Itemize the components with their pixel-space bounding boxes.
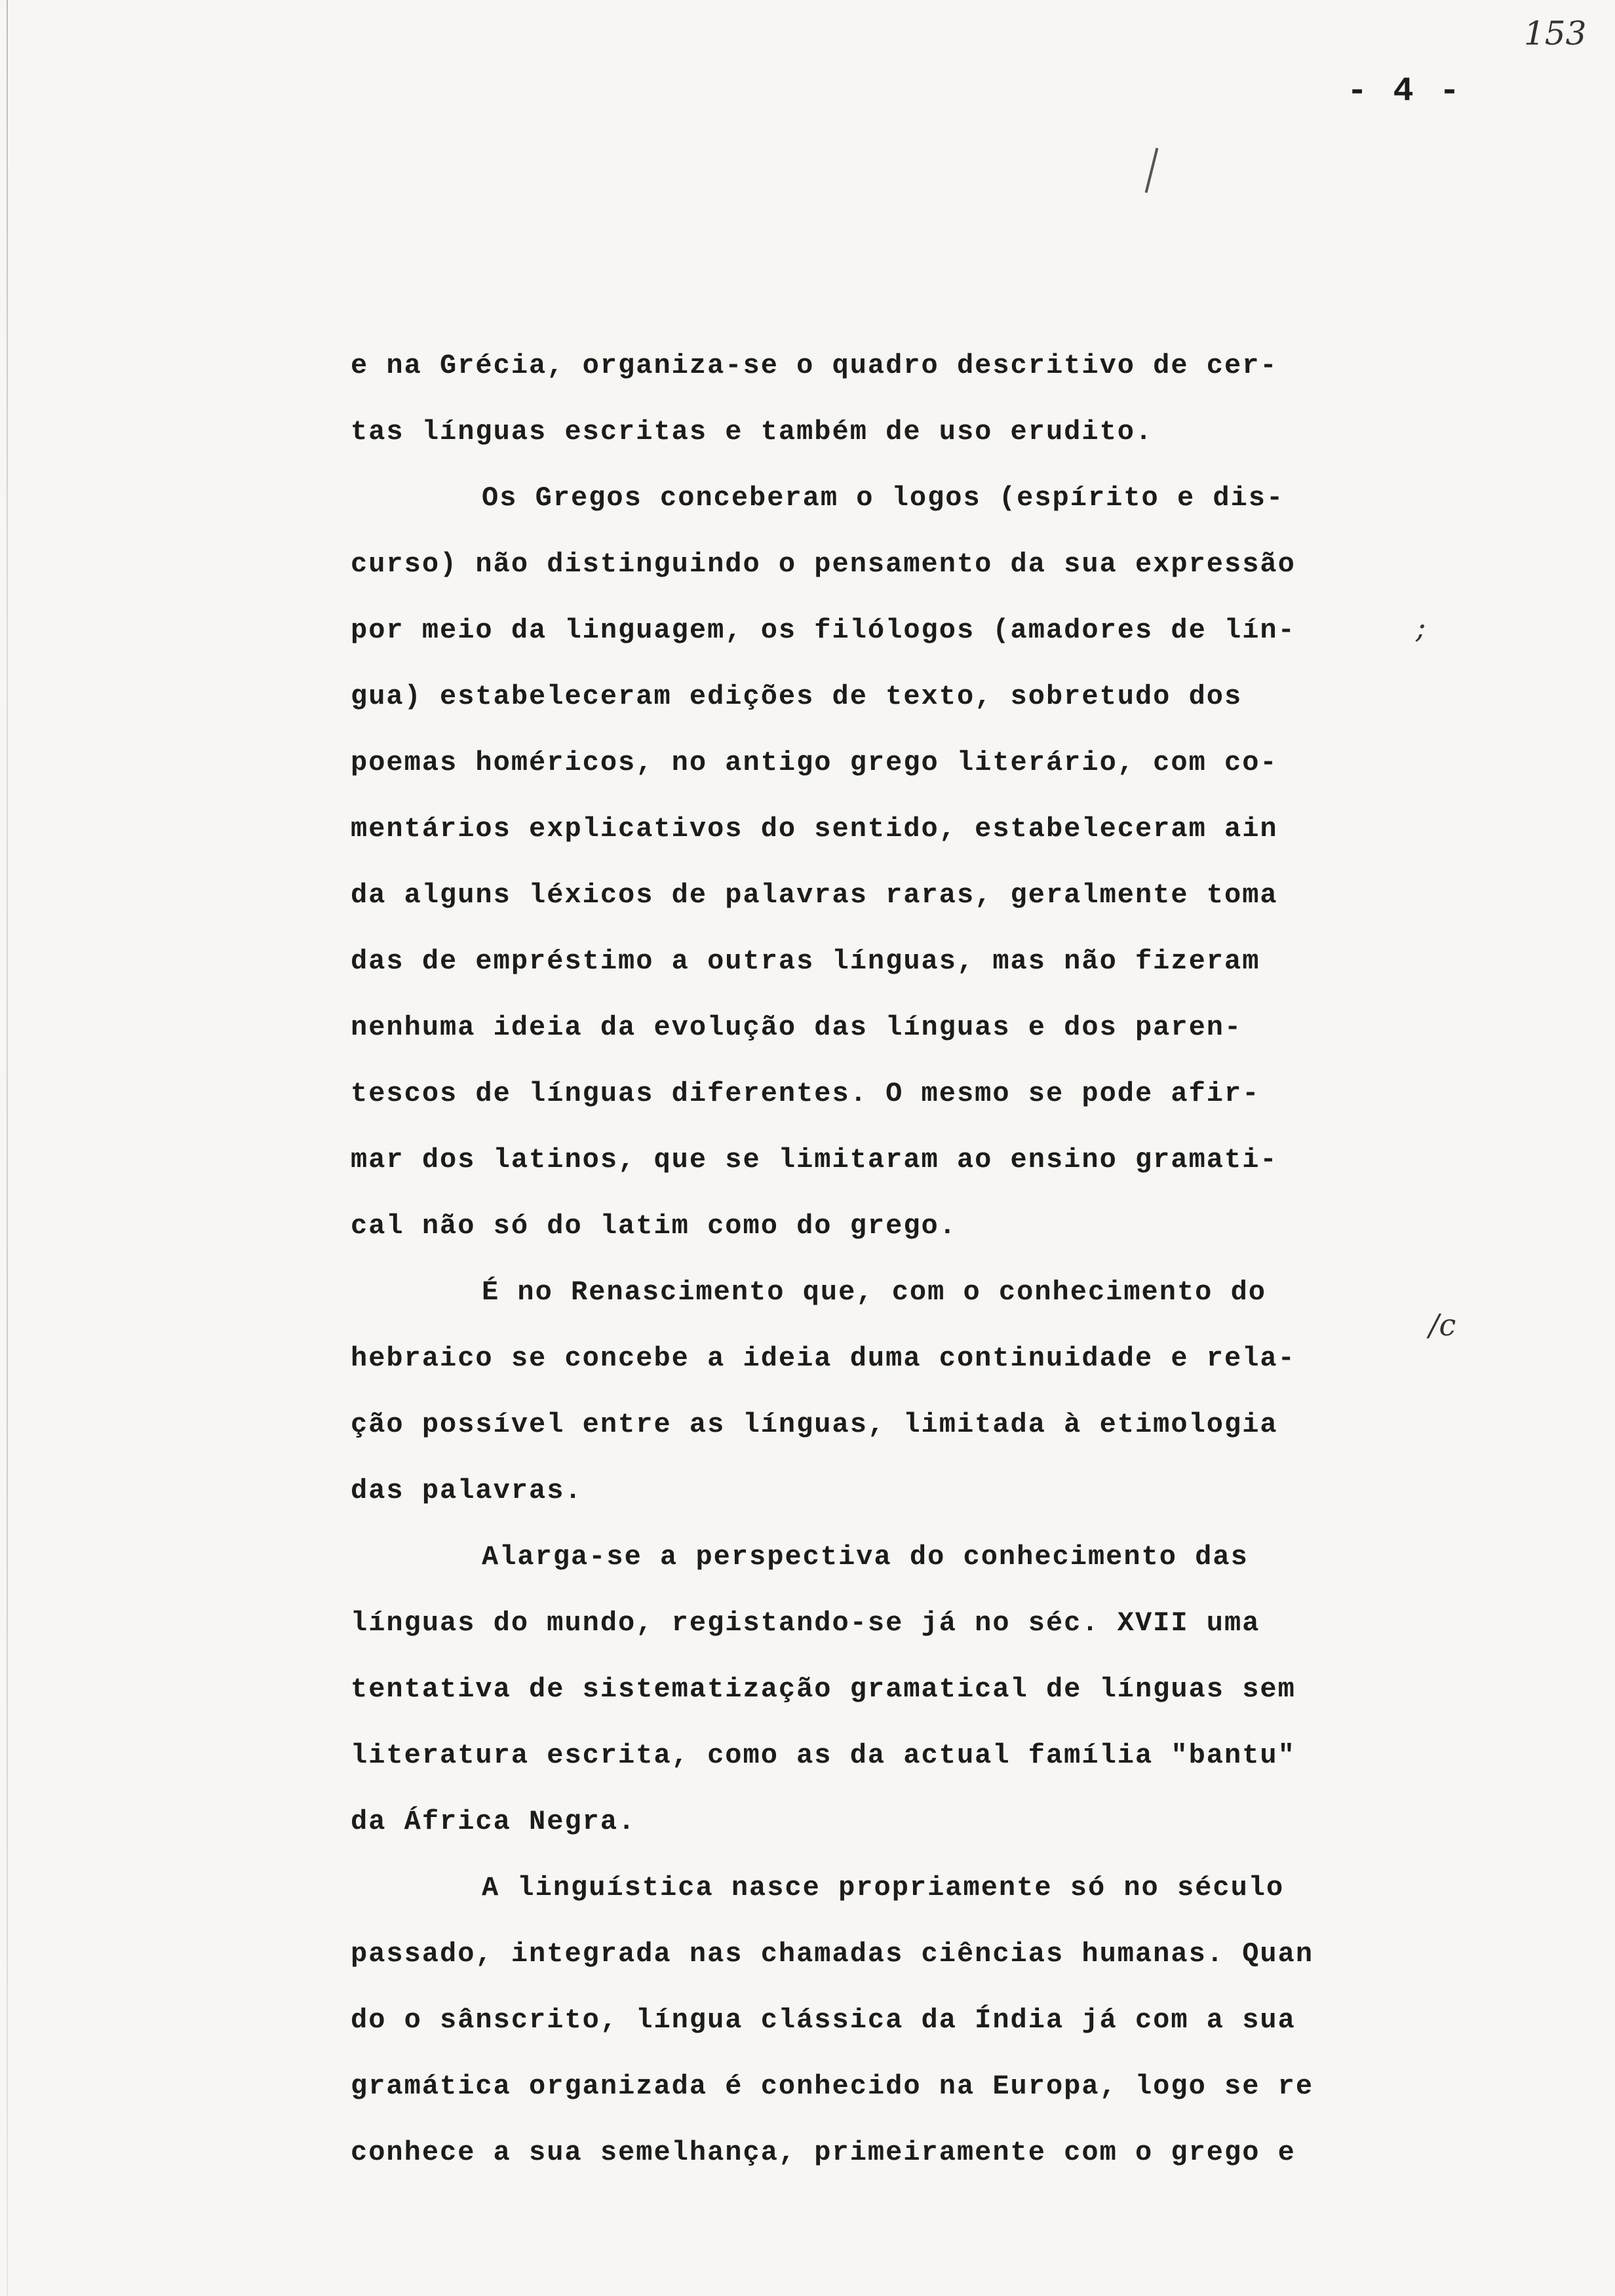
text-line: curso) não distinguindo o pensamento da sua expressão <box>351 548 1296 580</box>
typed-page-number: - 4 - <box>1347 72 1463 111</box>
text-line: nenhuma ideia da evolução das línguas e dos paren- <box>351 1012 1243 1043</box>
text-line: literatura escrita, como as da actual família "bantu" <box>351 1740 1296 1771</box>
text-line: das palavras. <box>351 1475 583 1506</box>
text-line: gramática organizada é conhecido na Europa, logo se re <box>351 2071 1314 2102</box>
text-line: línguas do mundo, registando-se já no séc. XVII uma <box>351 1607 1260 1639</box>
text-line: e na Grécia, organiza-se o quadro descritivo de cer- <box>351 350 1278 381</box>
text-line: mar dos latinos, que se limitaram ao ensino gramati- <box>351 1144 1278 1176</box>
text-line: poemas homéricos, no antigo grego literário, com co- <box>351 747 1278 778</box>
text-line: tas línguas escritas e também de uso erudito. <box>351 416 1154 448</box>
text-line: por meio da linguagem, os filólogos (amadores de lín- <box>351 615 1296 646</box>
text-line: ção possível entre as línguas, limitada à etimologia <box>351 1409 1278 1440</box>
text-line: É no Renascimento que, com o conhecimento do <box>482 1276 1266 1308</box>
text-line: tescos de línguas diferentes. O mesmo se pode afir- <box>351 1078 1260 1109</box>
text-line: passado, integrada nas chamadas ciências humanas. Quan <box>351 1938 1314 1970</box>
margin-note-correction: /c <box>1429 1307 1456 1343</box>
text-line: tentativa de sistematização gramatical de línguas sem <box>351 1674 1296 1705</box>
pen-stroke-mark <box>1145 148 1159 193</box>
text-line: hebraico se concebe a ideia duma continuidade e rela- <box>351 1343 1296 1374</box>
text-line: Alarga-se a perspectiva do conhecimento das <box>482 1541 1249 1573</box>
text-line: da África Negra. <box>351 1806 636 1837</box>
text-line: A linguística nasce propriamente só no século <box>482 1872 1285 1904</box>
text-line: Os Gregos conceberam o logos (espírito e dis- <box>482 482 1285 514</box>
scan-edge-shadow <box>7 0 8 2296</box>
text-line: cal não só do latim como do grego. <box>351 1210 957 1242</box>
text-line: das de empréstimo a outras línguas, mas não fizeram <box>351 946 1260 977</box>
text-line: gua) estabeleceram edições de texto, sobretudo dos <box>351 681 1243 712</box>
handwritten-page-number: 153 <box>1524 14 1587 52</box>
text-line: da alguns léxicos de palavras raras, geralmente toma <box>351 879 1278 911</box>
text-line: do o sânscrito, língua clássica da Índia já com a sua <box>351 2004 1296 2036</box>
body-text <box>351 333 1439 2186</box>
text-line: conhece a sua semelhança, primeiramente com o grego e <box>351 2137 1296 2168</box>
margin-note-semicolon: ; <box>1416 609 1426 645</box>
text-line: mentários explicativos do sentido, estabeleceram ain <box>351 813 1278 845</box>
